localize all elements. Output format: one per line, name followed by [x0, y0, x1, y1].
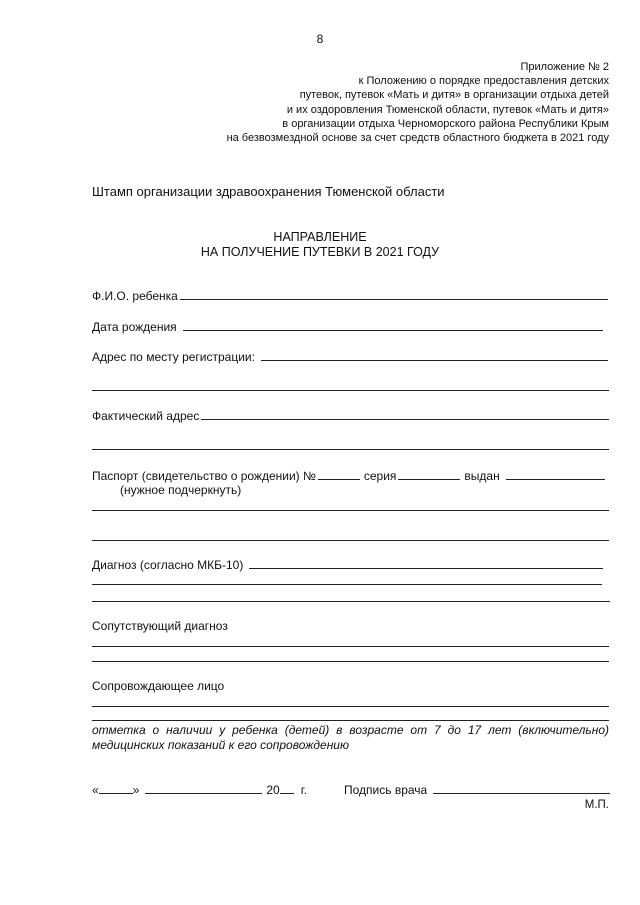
diagnosis-label: Диагноз (согласно МКБ-10) — [92, 558, 244, 572]
series-label: серия — [363, 469, 397, 483]
document-subtitle: НА ПОЛУЧЕНИЕ ПУТЕВКИ В 2021 ГОДУ — [200, 245, 440, 259]
reg-address-label: Адрес по месту регистрации: — [92, 350, 255, 364]
diagnosis-row — [92, 557, 603, 572]
year-prefix: 20 — [266, 783, 280, 797]
document-title: НАПРАВЛЕНИЕ — [273, 230, 367, 244]
appendix-header — [227, 60, 609, 145]
stamp-label: Штамп организации здравоохранения Тюменской области — [92, 184, 445, 199]
issued-label: выдан — [464, 469, 500, 483]
concomitant-diagnosis-line-1[interactable] — [92, 646, 609, 647]
child-name-row — [92, 288, 608, 303]
underline-hint: (нужное подчеркнуть) — [120, 483, 242, 497]
actual-address-row — [92, 408, 609, 423]
stamp-place-label: М.П. — [584, 799, 609, 811]
passport-line-2[interactable] — [92, 510, 609, 511]
child-name-label: Ф.И.О. ребенка — [92, 289, 178, 303]
appendix-line: к Положению о порядке предоставления детских — [358, 75, 609, 88]
actual-address-field[interactable] — [201, 408, 609, 420]
reg-address-line-2[interactable] — [92, 390, 609, 391]
accompanying-person-label: Сопровождающее лицо — [92, 679, 225, 693]
day-field[interactable] — [99, 782, 133, 794]
date-row — [92, 782, 307, 797]
reg-address-row — [92, 349, 608, 364]
diagnosis-line-3[interactable] — [92, 601, 610, 602]
child-name-field[interactable] — [180, 288, 608, 300]
appendix-line: путевок, путевок «Мать и дитя» в организации отдыха детей — [299, 89, 609, 102]
series-field[interactable] — [398, 468, 460, 480]
month-field[interactable] — [145, 782, 262, 794]
accompanying-person-line-1[interactable] — [92, 706, 609, 707]
date-quote-open: « — [92, 783, 99, 797]
appendix-line: и их оздоровления Тюменской области, путевок «Мать и дитя» — [286, 103, 609, 116]
passport-label: Паспорт (свидетельство о рождении) № — [92, 469, 316, 483]
reg-address-field[interactable] — [261, 349, 608, 361]
actual-address-label: Фактический адрес — [92, 409, 200, 423]
page-number: 8 — [316, 32, 324, 46]
diagnosis-line-2[interactable] — [92, 584, 602, 585]
signature-row — [344, 782, 610, 797]
doctor-signature-field[interactable] — [433, 782, 610, 794]
appendix-line: на безвозмездной основе за счет средств областного бюджета в 2021 году — [226, 132, 609, 145]
accompanying-person-line-2[interactable] — [92, 720, 609, 721]
issued-field[interactable] — [506, 468, 605, 480]
birth-date-field[interactable] — [183, 319, 603, 331]
birth-date-row — [92, 319, 603, 334]
passport-number-field[interactable] — [318, 468, 360, 480]
appendix-line: в организации отдыха Черноморского района Республики Крым — [282, 117, 609, 130]
year-field[interactable] — [280, 782, 294, 794]
actual-address-line-2[interactable] — [92, 449, 609, 450]
year-suffix: г. — [300, 783, 307, 797]
concomitant-diagnosis-line-2[interactable] — [92, 661, 609, 662]
birth-date-label: Дата рождения — [92, 320, 177, 334]
doctor-signature-label: Подпись врача — [344, 783, 428, 797]
date-quote-close: » — [132, 783, 140, 797]
appendix-line: Приложение № 2 — [520, 61, 609, 73]
passport-line-3[interactable] — [92, 540, 609, 541]
concomitant-diagnosis-label: Сопутствующий диагноз — [92, 619, 228, 633]
passport-row — [92, 468, 605, 483]
medical-indication-note: отметка о наличии у ребенка (детей) в возрасте от 7 до 17 лет (включительно) медицинских показаний к его сопровождению — [92, 723, 609, 752]
diagnosis-field[interactable] — [249, 557, 603, 569]
